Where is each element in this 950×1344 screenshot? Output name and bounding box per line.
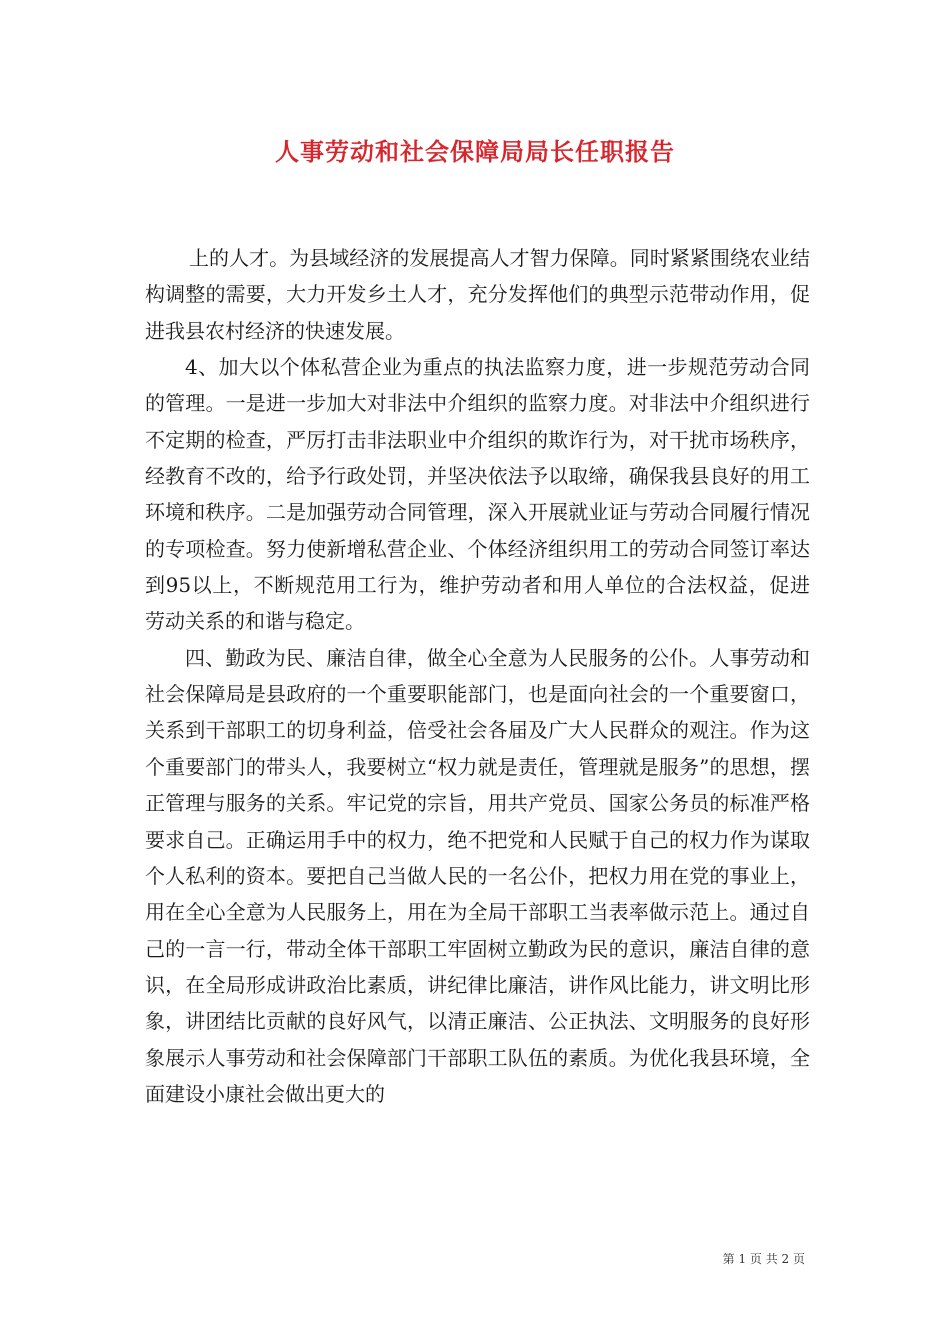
paragraph-diligent-government: 四、勤政为民、廉洁自律，做全心全意为人民服务的公仆。人事劳动和社会保障局是县政府的一个重要职能部门，也是面向社会的一个重要窗口，关系到干部职工的切身利益，倍受社会各届及广大人民群众的观注。作为这个重要部门的带头人，我要树立“权力就是责任，管理就是服务”的思想，摆正管理与服务的关系。牢记党的宗旨，用共产党员、国家公务员的标准严格要求自己。正确运用手中的权力，绝不把党和人民赋于自己的权力作为谋取个人私利的资本。要把自己当做人民的一名公仆，把权力用在党的事业上，用在全心全意为人民服务上，用在为全局干部职工当表率做示范上。通过自己的一言一行，带动全体干部职工牢固树立勤政为民的意识，廉洁自律的意识，在全局形成讲政治比素质，讲纪律比廉洁，讲作风比能力，讲文明比形象，讲团结比贡献的良好风气，以清正廉洁、公正执法、文明服务的良好形象展示人事劳动和社会保障部门干部职工队伍的素质。为优化我县环境，全面建设小康社会做出更大的 xyxy=(145,645,810,1106)
page-number: 第 1 页 共 2 页 xyxy=(722,1252,805,1266)
document-title: 人事劳动和社会保障局局长任职报告 xyxy=(275,137,675,166)
paragraph-labor-supervision: 4、加大以个体私营企业为重点的执法监察力度，进一步规范劳动合同的管理。一是进一步加大对非法中介组织的监察力度。对非法中介组织进行不定期的检查，严厉打击非法职业中介组织的欺诈行为，对干扰市场秩序，经教育不改的，给予行政处罚，并坚决依法予以取缔，确保我县良好的用工环境和秩序。二是加强劳动合同管理，深入开展就业证与劳动合同履行情况的专项检查。努力使新增私营企业、个体经济组织用工的劳动合同签订率达到95以上，不断规范用工行为，维护劳动者和用人单位的合法权益，促进劳动关系的和谐与稳定。 xyxy=(145,355,810,634)
paragraph-talent: 上的人才。为县域经济的发展提高人才智力保障。同时紧紧围绕农业结构调整的需要，大力开发乡土人才，充分发挥他们的典型示范带动作用，促进我县农村经济的快速发展。 xyxy=(145,246,810,343)
document-body xyxy=(145,240,810,1112)
